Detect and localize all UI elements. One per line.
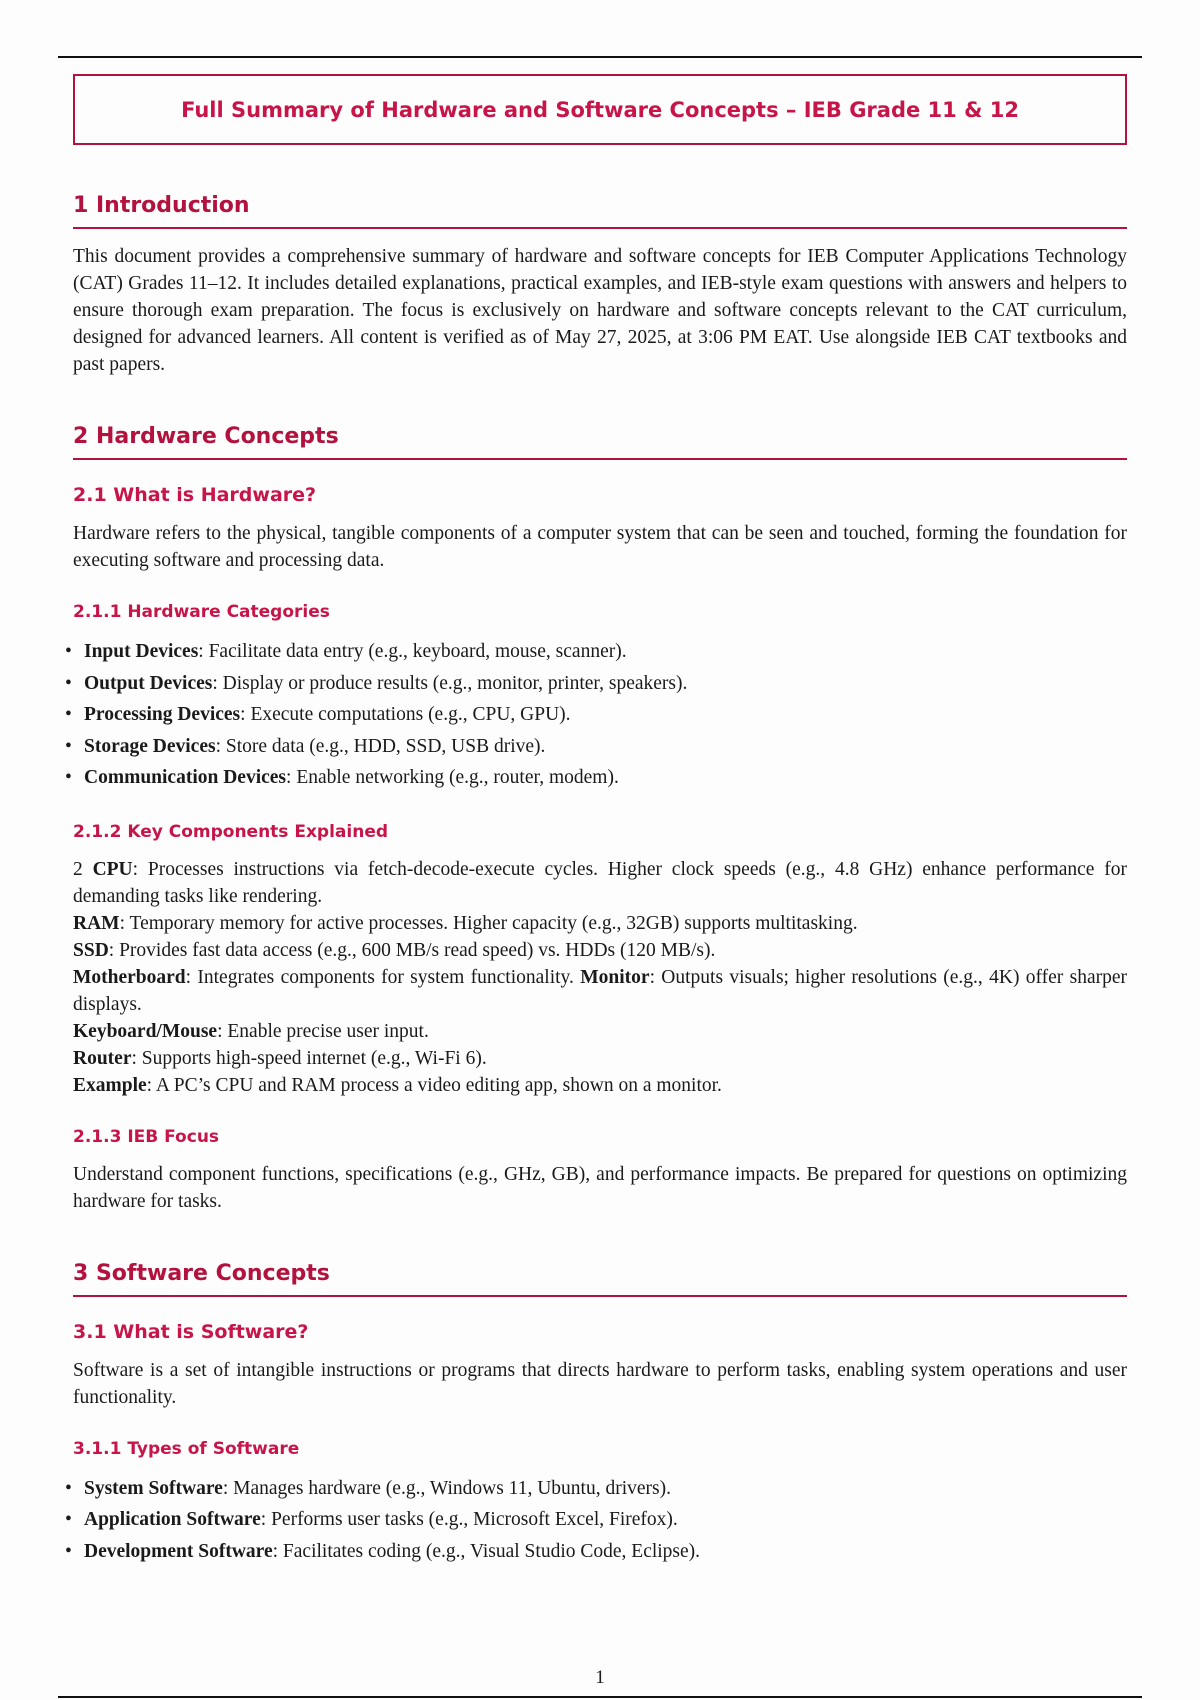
footer-rule (58, 1696, 1142, 1698)
section-heading-introduction: 1 Introduction (73, 193, 1127, 229)
document-title: Full Summary of Hardware and Software Concepts – IEB Grade 11 & 12 (73, 74, 1127, 145)
software-types-list (65, 1473, 1127, 1568)
list-item-desc: : Manages hardware (e.g., Windows 11, Ubuntu, drivers). (222, 1477, 671, 1499)
monitor-term: Monitor (580, 966, 650, 988)
router-term: Router (73, 1047, 132, 1069)
bullet-icon: • (65, 1509, 72, 1530)
list-item (65, 636, 1127, 668)
keyboard-mouse-desc: : Enable precise user input. (217, 1020, 429, 1042)
component-example (73, 1072, 1127, 1099)
component-ram (73, 910, 1127, 937)
bullet-icon: • (65, 735, 72, 757)
page-number: 1 (595, 1667, 605, 1688)
router-desc: : Supports high-speed internet (e.g., Wi-Fi 6). (131, 1047, 487, 1069)
example-desc: : A PC’s CPU and RAM process a video editing app, shown on a monitor. (146, 1074, 722, 1096)
ssd-desc: : Provides fast data access (e.g., 600 MB/s read speed) vs. HDDs (120 MB/s). (108, 939, 716, 961)
bullet-icon: • (65, 1477, 72, 1499)
bullet-icon: • (65, 672, 72, 694)
header-rule (58, 56, 1142, 58)
component-ssd (73, 937, 1127, 964)
list-item-term: Application Software (84, 1509, 261, 1530)
component-motherboard-monitor (73, 964, 1127, 1018)
list-item-term: Processing Devices (84, 704, 241, 725)
bullet-icon: • (65, 704, 72, 725)
list-item (65, 762, 1127, 794)
list-item-term: Output Devices (84, 672, 213, 694)
list-item-term: Communication Devices (84, 767, 287, 788)
subsubsection-heading-key-components: 2.1.2 Key Components Explained (73, 821, 389, 842)
section-heading-software: 3 Software Concepts (73, 1261, 1127, 1297)
ram-term: RAM (73, 912, 120, 934)
list-item (65, 699, 1127, 731)
subsubsection-heading-types-of-software: 3.1.1 Types of Software (73, 1438, 300, 1459)
list-item (65, 1473, 1127, 1505)
motherboard-term: Motherboard (73, 966, 186, 988)
hardware-categories-list (65, 636, 1127, 794)
bullet-icon: • (65, 767, 72, 788)
motherboard-desc: : Integrates components for system functionality. (185, 966, 581, 988)
ssd-term: SSD (73, 939, 109, 961)
ieb-focus-paragraph: Understand component functions, specifications (e.g., GHz, GB), and performance impacts. Be prepared for questions on optimizing hardware for tasks. (73, 1163, 1127, 1212)
bullet-icon: • (65, 641, 72, 662)
hardware-definition: Hardware refers to the physical, tangible components of a computer system that can be seen and touched, forming the foundation for executing software and processing data. (73, 523, 1127, 571)
keyboard-mouse-term: Keyboard/Mouse (73, 1020, 218, 1042)
component-keyboard-mouse (73, 1018, 1127, 1045)
list-item-desc: : Display or produce results (e.g., monitor, printer, speakers). (212, 672, 688, 694)
list-item-term: Development Software (84, 1540, 273, 1562)
subsubsection-heading-hardware-categories: 2.1.1 Hardware Categories (73, 602, 330, 622)
list-item (65, 1504, 1127, 1536)
intro-paragraph: This document provides a comprehensive summary of hardware and software concepts for IEB Computer Applications Technology (CAT) Grades 11–12. It includes detailed explanations, practical examples, and IEB-style exam questions with answers and helpers to ensure thorough exam preparation. The focus is exclusively on hardware and software concepts relevant to the CAT curriculum, designed for advanced learners. All content is verified as of May 27, 2025, at 3:06 PM EAT. Use alongside IEB CAT textbooks and past papers. (73, 246, 1127, 375)
key-components-block (73, 856, 1127, 1099)
monitor-desc: : Outputs visuals; higher resolutions (e.g., 4K) offer sharper displays. (73, 966, 1127, 1015)
component-cpu (73, 856, 1127, 910)
list-item-term: System Software (84, 1477, 223, 1499)
list-item-desc: : Store data (e.g., HDD, SSD, USB drive). (215, 735, 546, 757)
list-item (65, 731, 1127, 763)
subsubsection-heading-ieb-focus: 2.1.3 IEB Focus (73, 1126, 220, 1147)
list-item-desc: : Execute computations (e.g., CPU, GPU). (240, 704, 571, 725)
cpu-prefix: 2 (73, 858, 93, 880)
software-definition: Software is a set of intangible instructions or programs that directs hardware to perform tasks, enabling system operations and user functionality. (73, 1359, 1127, 1408)
list-item-desc: : Facilitate data entry (e.g., keyboard, mouse, scanner). (198, 641, 627, 662)
page-content (65, 74, 1127, 1567)
subsection-heading-what-is-hardware: 2.1 What is Hardware? (73, 484, 317, 506)
section-heading-hardware: 2 Hardware Concepts (73, 424, 1127, 460)
list-item-desc: : Performs user tasks (e.g., Microsoft Excel, Firefox). (260, 1509, 678, 1530)
component-router (73, 1045, 1127, 1072)
ram-desc: : Temporary memory for active processes. Higher capacity (e.g., 32GB) supports multitasking. (119, 912, 858, 934)
example-term: Example (73, 1074, 147, 1096)
bullet-icon: • (65, 1540, 72, 1562)
list-item-desc: : Enable networking (e.g., router, modem). (286, 767, 619, 788)
cpu-term: CPU (92, 858, 133, 880)
list-item-term: Storage Devices (84, 735, 216, 757)
list-item (65, 1536, 1127, 1568)
list-item-term: Input Devices (84, 641, 199, 662)
list-item (65, 668, 1127, 700)
subsection-heading-what-is-software: 3.1 What is Software? (73, 1320, 309, 1343)
cpu-desc: : Processes instructions via fetch-decode-execute cycles. Higher clock speeds (e.g., 4.8 GHz) enhance performance for demanding tasks like rendering. (73, 858, 1127, 907)
list-item-desc: : Facilitates coding (e.g., Visual Studio Code, Eclipse). (272, 1540, 701, 1562)
